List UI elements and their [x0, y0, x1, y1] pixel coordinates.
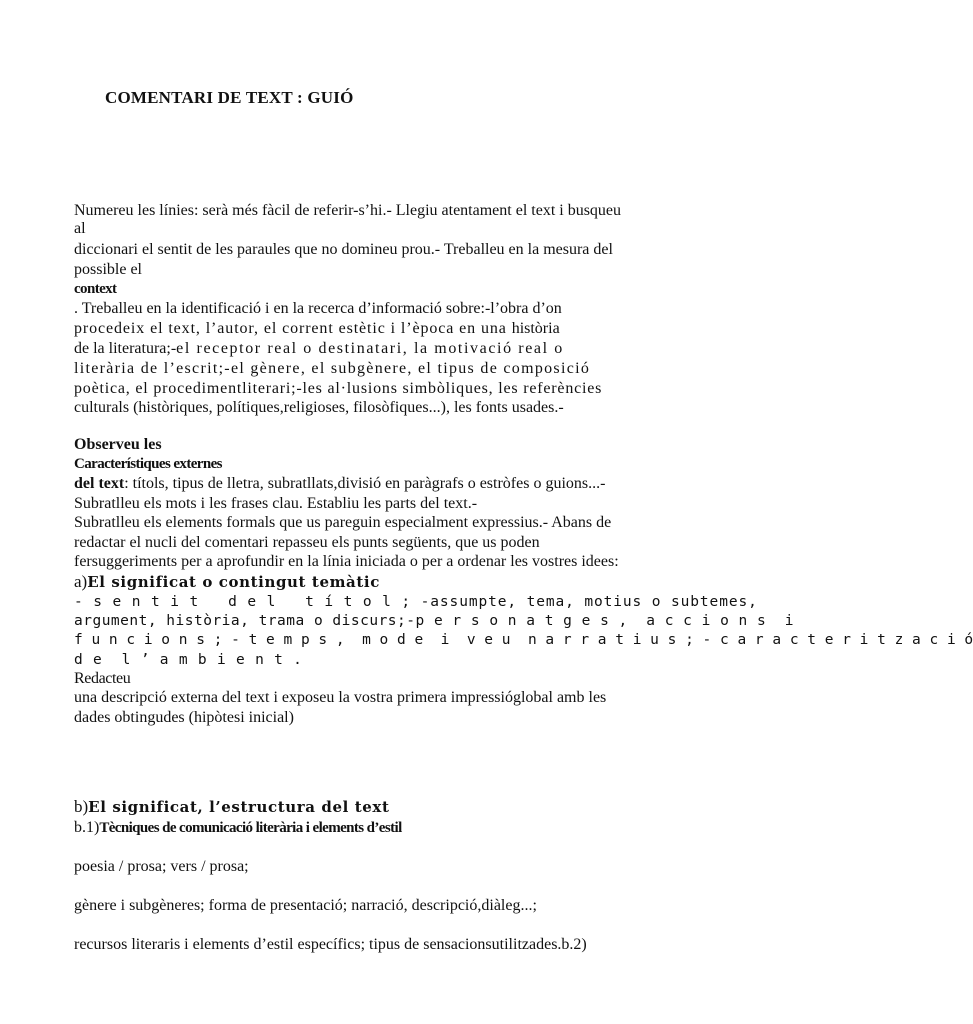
- section-b-prefix: b): [74, 797, 89, 816]
- intro-line-8: [74, 339, 564, 359]
- intro-line-7-b: història: [511, 320, 560, 337]
- observe-line-6: redactar el nucli del comentari repasseu els punts següents, que us poden: [74, 534, 540, 551]
- section-a-line-2: argument, història, trama o discurs;-p e r s o n a t g e s , a c c i o n s i: [74, 613, 794, 629]
- section-a-prefix: a): [74, 572, 88, 591]
- observe-subheading: Característiques externes: [74, 456, 222, 472]
- section-b1-title: Tècniques de comunicació literària i elements d’estil: [99, 820, 402, 836]
- section-a-line-1: - s e n t i t d e l t í t o l ; -assumpte, tema, motius o subtemes,: [74, 594, 758, 610]
- intro-line-10-b: literari;-les al·lusions simbòliques, les referències: [242, 380, 603, 397]
- section-b-heading: [74, 797, 390, 817]
- observe-line-3: [74, 474, 605, 494]
- intro-line-4: possible el: [74, 261, 142, 278]
- intro-line-3: diccionari el sentit de les paraules que no domineu prou.- Treballeu en la mesura del: [74, 241, 613, 258]
- intro-line-10: [74, 379, 602, 399]
- intro-line-7-a: procedeix el text, l’autor, el corrent estètic i l’època en una: [74, 320, 507, 337]
- intro-line-10-a: poètica, el procediment: [74, 380, 243, 397]
- observe-line-7: fersuggeriments per a aprofundir en la línia iniciada o per a ordenar les vostres idees:: [74, 553, 619, 570]
- observe-line-3-text: : títols, tipus de lletra, subratllats,divisió en paràgrafs o estròfes o guions...-: [124, 475, 606, 492]
- intro-line-9: literària de l’escrit;-el gènere, el subgènere, el tipus de composició: [74, 360, 591, 377]
- observe-line-4: Subratlleu els mots i les frases clau. Establiu les parts del text.-: [74, 495, 478, 512]
- observe-line-3-term: del text: [74, 475, 125, 492]
- intro-line-11: culturals (històriques, polítiques,religioses, filosòfiques...), les fonts usades.-: [74, 399, 564, 416]
- intro-line-6-text: . Treballeu en la identificació i en la recerca d’informació sobre:-l’obra d’on: [74, 300, 562, 317]
- section-a-line-3: f u n c i o n s ; - t e m p s , m o d e i v e u n a r r a t i u s ; - c a r a c t e r i t z a c i ó: [74, 632, 973, 648]
- intro-line-8-b: el receptor real o destinatari, la motivació real o: [176, 340, 564, 357]
- section-b-item-2: gènere i subgèneres; forma de presentació; narració, descripció,diàleg...;: [74, 897, 537, 914]
- section-b-item-1: poesia / prosa; vers / prosa;: [74, 858, 249, 875]
- section-a-title: El significat o contingut temàtic: [87, 573, 380, 591]
- document-title: COMENTARI DE TEXT : GUIÓ: [105, 88, 354, 107]
- section-b1-heading: [74, 818, 402, 838]
- intro-context-term: context: [74, 281, 117, 297]
- intro-line-2: al: [74, 220, 86, 237]
- intro-line-6: [74, 299, 562, 319]
- section-a-heading: [74, 572, 380, 592]
- section-a-redacteu: Redacteu: [74, 670, 131, 687]
- observe-line-5: Subratlleu els elements formals que us pareguin especialment expressius.- Abans de: [74, 514, 612, 531]
- section-b-title: El significat, l’estructura del text: [88, 798, 390, 816]
- observe-heading: Observeu les: [74, 436, 162, 453]
- section-b1-prefix: b.1): [74, 819, 100, 836]
- section-a-line-4: d e l ’ a m b i e n t .: [74, 652, 303, 668]
- intro-line-1: Numereu les línies: serà més fàcil de referir-s’hi.- Llegiu atentament el text i busqueu: [74, 202, 622, 219]
- section-a-line-7: dades obtingudes (hipòtesi inicial): [74, 709, 294, 726]
- intro-line-8-a: de la literatura;-: [74, 340, 177, 357]
- section-a-line-6: una descripció externa del text i exposeu la vostra primera impressióglobal amb les: [74, 689, 607, 706]
- section-b-item-3: recursos literaris i elements d’estil específics; tipus de sensacionsutilitzades.b.2): [74, 936, 587, 953]
- intro-line-7: [74, 319, 560, 339]
